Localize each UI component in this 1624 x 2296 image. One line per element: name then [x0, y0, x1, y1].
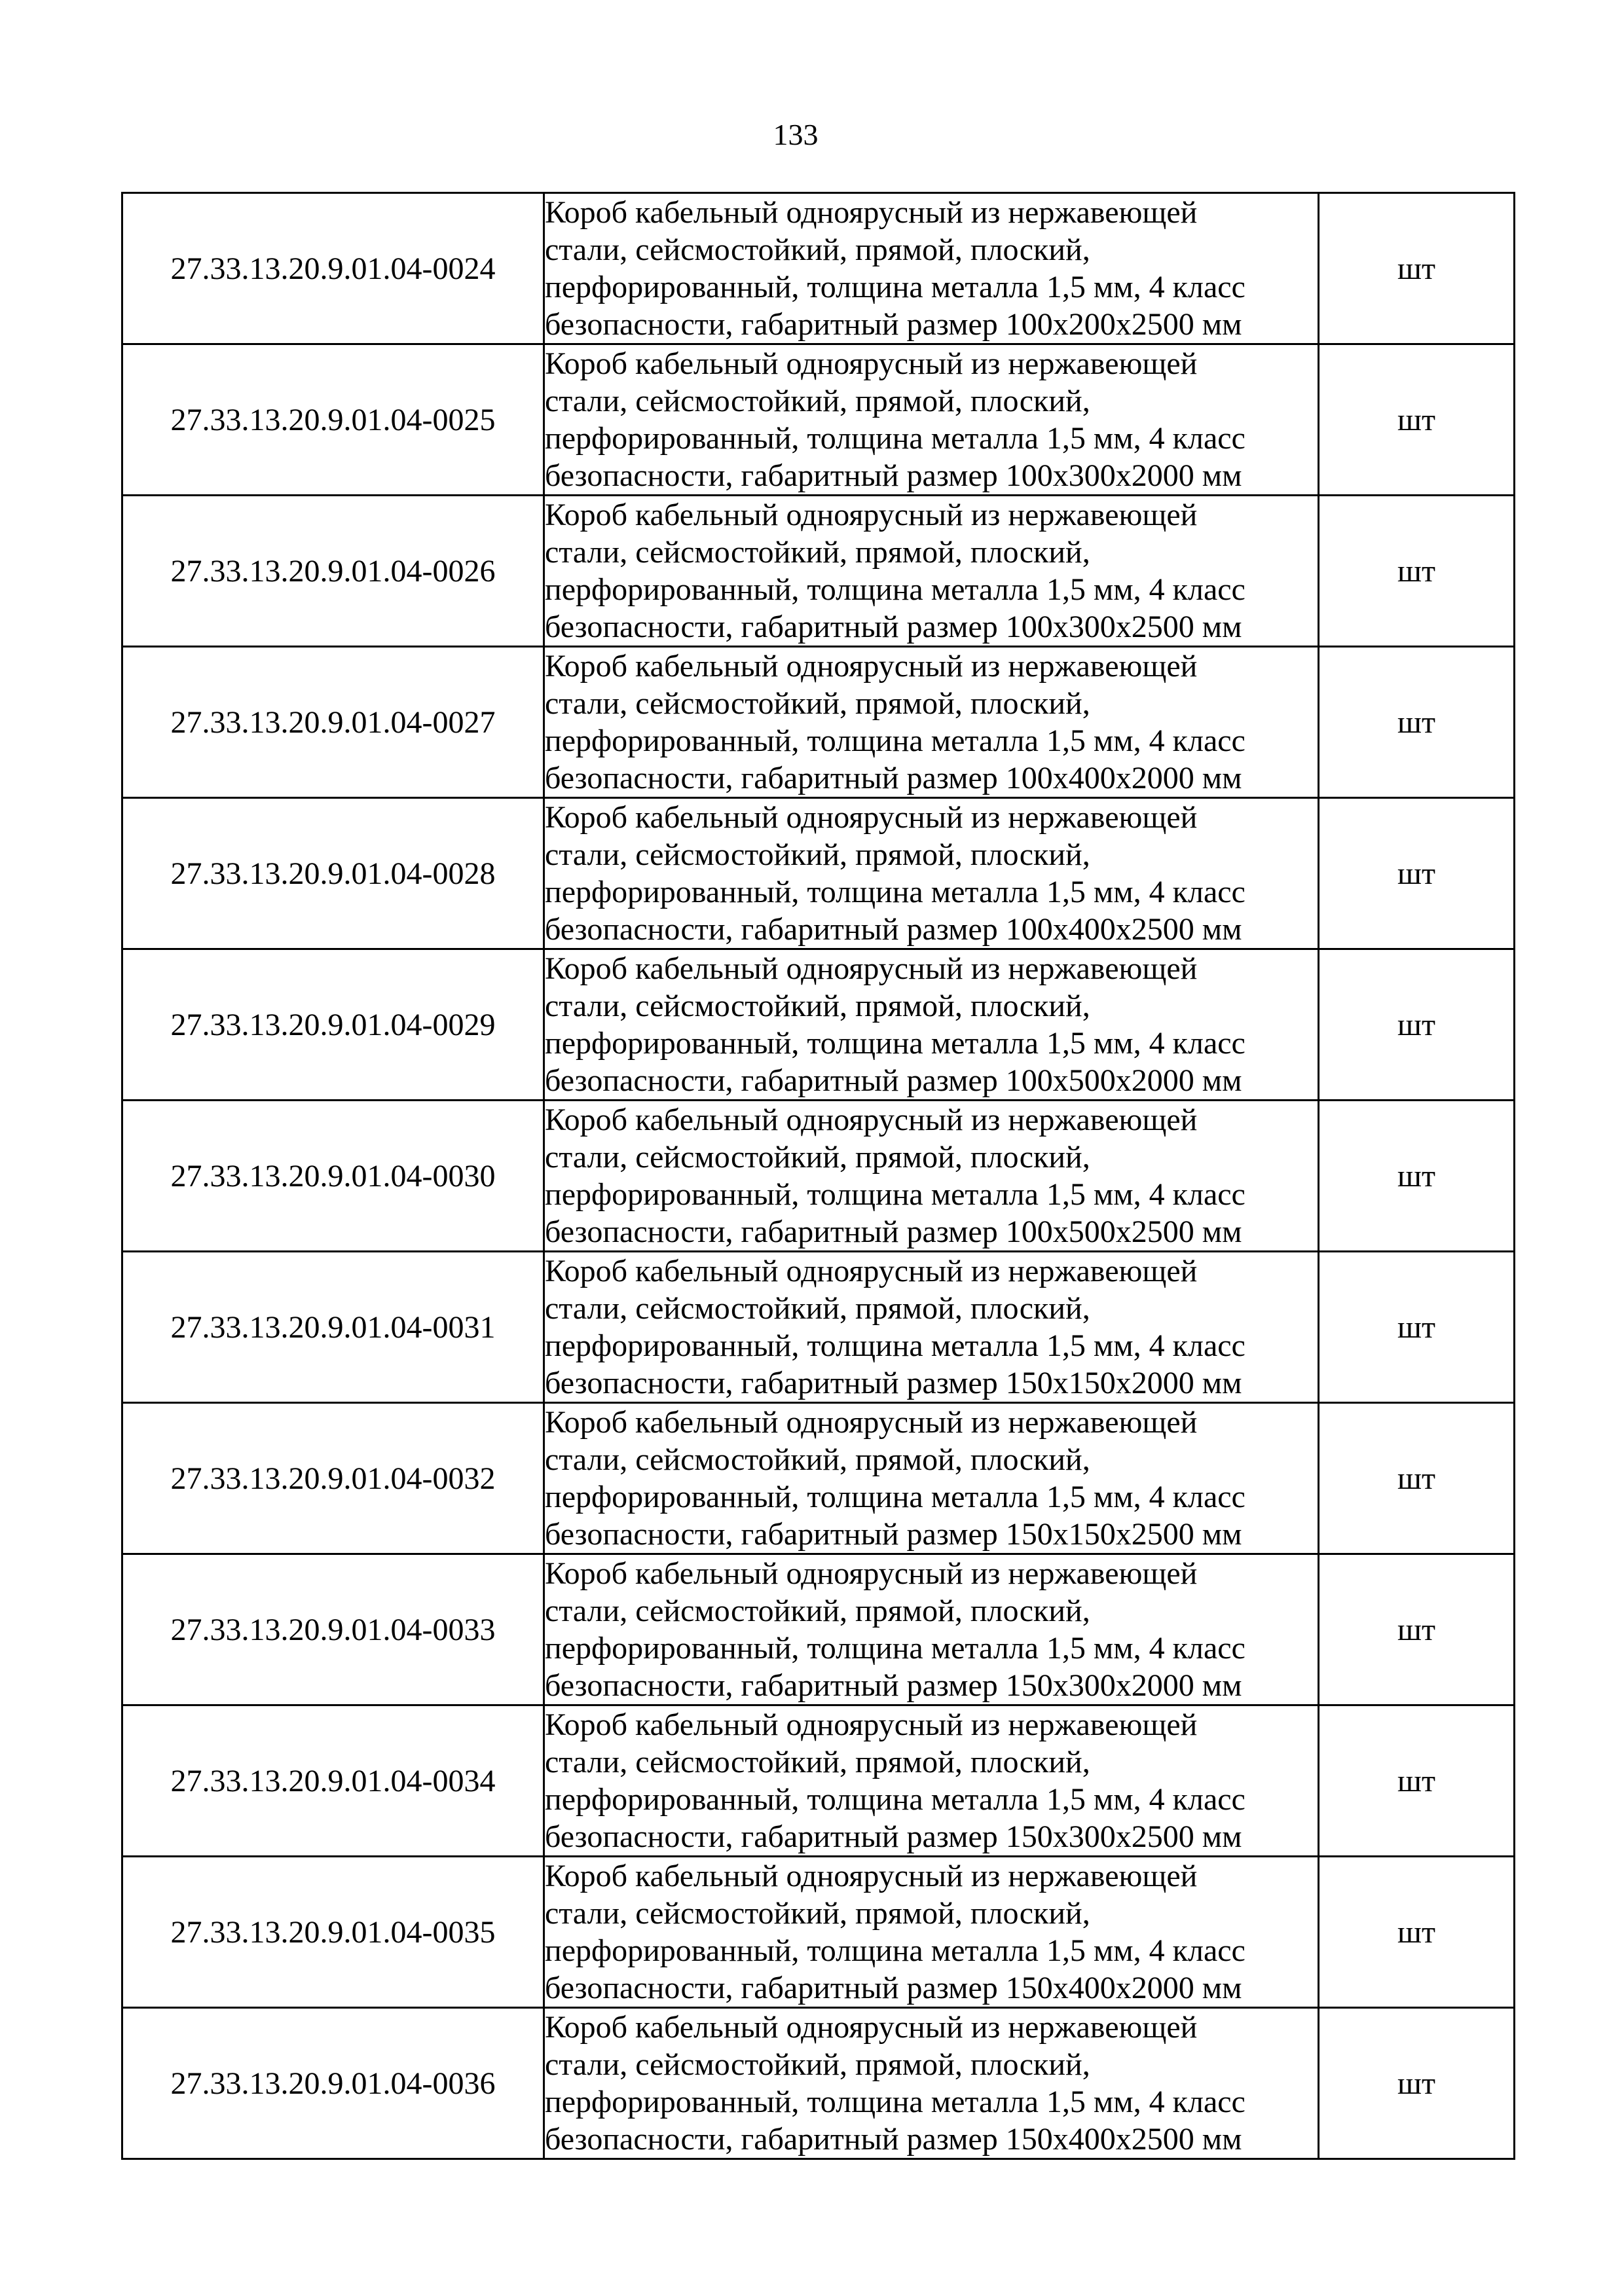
resource-code: 27.33.13.20.9.01.04-0031 — [122, 1252, 544, 1403]
description-line: Короб кабельный одноярусный из нержавеющей — [545, 1102, 1198, 1137]
resource-description — [544, 1252, 1319, 1403]
resource-description — [544, 1857, 1319, 2008]
description-line: перфорированный, толщина металла 1,5 мм, 4 класс — [545, 270, 1246, 304]
description-line: безопасности, габаритный размер 100x300x2000 мм — [545, 458, 1242, 493]
table-row — [122, 193, 1515, 344]
table-row — [122, 949, 1515, 1101]
description-line: перфорированный, толщина металла 1,5 мм, 4 класс — [545, 1480, 1246, 1514]
resource-code: 27.33.13.20.9.01.04-0024 — [122, 193, 544, 344]
description-line: безопасности, габаритный размер 100x400x2000 мм — [545, 761, 1242, 795]
description-line: Короб кабельный одноярусный из нержавеющей — [545, 649, 1198, 683]
description-line: Короб кабельный одноярусный из нержавеющей — [545, 195, 1198, 230]
table-row — [122, 1252, 1515, 1403]
description-line: безопасности, габаритный размер 100x200x2500 мм — [545, 307, 1242, 342]
description-line: перфорированный, толщина металла 1,5 мм, 4 класс — [545, 1177, 1246, 1212]
resource-unit: шт — [1319, 1554, 1515, 1705]
description-line: стали, сейсмостойкий, прямой, плоский, — [545, 535, 1090, 570]
description-line: Короб кабельный одноярусный из нержавеющей — [545, 2010, 1198, 2045]
resource-unit: шт — [1319, 798, 1515, 949]
description-line: безопасности, габаритный размер 100x500x2000 мм — [545, 1063, 1242, 1098]
resource-unit: шт — [1319, 193, 1515, 344]
description-line: безопасности, габаритный размер 150x150x2500 мм — [545, 1517, 1242, 1552]
resource-code: 27.33.13.20.9.01.04-0030 — [122, 1101, 544, 1252]
table-row — [122, 647, 1515, 798]
resource-code: 27.33.13.20.9.01.04-0028 — [122, 798, 544, 949]
description-line: Короб кабельный одноярусный из нержавеющей — [545, 1707, 1198, 1742]
description-line: Короб кабельный одноярусный из нержавеющей — [545, 800, 1198, 835]
resource-unit: шт — [1319, 647, 1515, 798]
resource-description — [544, 1403, 1319, 1554]
description-line: безопасности, габаритный размер 100x400x2500 мм — [545, 912, 1242, 947]
resource-description — [544, 1554, 1319, 1705]
description-line: перфорированный, толщина металла 1,5 мм, 4 класс — [545, 421, 1246, 456]
description-line: безопасности, габаритный размер 100x500x2500 мм — [545, 1214, 1242, 1249]
description-line: Короб кабельный одноярусный из нержавеющей — [545, 498, 1198, 532]
resource-unit: шт — [1319, 2008, 1515, 2159]
resource-table-body — [122, 193, 1515, 2159]
description-line: безопасности, габаритный размер 150x150x2000 мм — [545, 1366, 1242, 1400]
table-row — [122, 1857, 1515, 2008]
table-row — [122, 496, 1515, 647]
description-line: стали, сейсмостойкий, прямой, плоский, — [545, 232, 1090, 267]
resource-description — [544, 496, 1319, 647]
description-line: перфорированный, толщина металла 1,5 мм, 4 класс — [545, 1782, 1246, 1817]
description-line: стали, сейсмостойкий, прямой, плоский, — [545, 384, 1090, 418]
resource-unit: шт — [1319, 344, 1515, 496]
description-line: стали, сейсмостойкий, прямой, плоский, — [545, 1140, 1090, 1175]
resource-code: 27.33.13.20.9.01.04-0026 — [122, 496, 544, 647]
resource-code: 27.33.13.20.9.01.04-0027 — [122, 647, 544, 798]
resource-code: 27.33.13.20.9.01.04-0035 — [122, 1857, 544, 2008]
resource-description — [544, 1101, 1319, 1252]
description-line: перфорированный, толщина металла 1,5 мм, 4 класс — [545, 723, 1246, 758]
resource-table — [121, 192, 1515, 2160]
description-line: стали, сейсмостойкий, прямой, плоский, — [545, 1291, 1090, 1326]
description-line: стали, сейсмостойкий, прямой, плоский, — [545, 837, 1090, 872]
description-line: стали, сейсмостойкий, прямой, плоский, — [545, 2047, 1090, 2082]
description-line: стали, сейсмостойкий, прямой, плоский, — [545, 1594, 1090, 1628]
resource-code: 27.33.13.20.9.01.04-0034 — [122, 1705, 544, 1857]
description-line: Короб кабельный одноярусный из нержавеющей — [545, 1556, 1198, 1591]
description-line: перфорированный, толщина металла 1,5 мм, 4 класс — [545, 1631, 1246, 1666]
description-line: безопасности, габаритный размер 150x400x2500 мм — [545, 2122, 1242, 2157]
description-line: Короб кабельный одноярусный из нержавеющей — [545, 1859, 1198, 1893]
resource-description — [544, 949, 1319, 1101]
resource-code: 27.33.13.20.9.01.04-0029 — [122, 949, 544, 1101]
page-number: 133 — [773, 118, 819, 151]
description-line: перфорированный, толщина металла 1,5 мм, 4 класс — [545, 2085, 1246, 2119]
description-line: перфорированный, толщина металла 1,5 мм, 4 класс — [545, 1933, 1246, 1968]
resource-code: 27.33.13.20.9.01.04-0025 — [122, 344, 544, 496]
description-line: Короб кабельный одноярусный из нержавеющей — [545, 1405, 1198, 1440]
table-row — [122, 1101, 1515, 1252]
description-line: Короб кабельный одноярусный из нержавеющей — [545, 1254, 1198, 1288]
description-line: стали, сейсмостойкий, прямой, плоский, — [545, 1442, 1090, 1477]
description-line: перфорированный, толщина металла 1,5 мм, 4 класс — [545, 875, 1246, 909]
table-row — [122, 1403, 1515, 1554]
resource-unit: шт — [1319, 1101, 1515, 1252]
resource-code: 27.33.13.20.9.01.04-0036 — [122, 2008, 544, 2159]
table-row — [122, 1554, 1515, 1705]
description-line: перфорированный, толщина металла 1,5 мм, 4 класс — [545, 1328, 1246, 1363]
description-line: Короб кабельный одноярусный из нержавеющей — [545, 346, 1198, 381]
description-line: безопасности, габаритный размер 100x300x2500 мм — [545, 610, 1242, 644]
description-line: перфорированный, толщина металла 1,5 мм, 4 класс — [545, 1026, 1246, 1061]
resource-unit: шт — [1319, 1857, 1515, 2008]
resource-description — [544, 344, 1319, 496]
resource-code: 27.33.13.20.9.01.04-0033 — [122, 1554, 544, 1705]
resource-description — [544, 2008, 1319, 2159]
description-line: Короб кабельный одноярусный из нержавеющей — [545, 951, 1198, 986]
resource-description — [544, 193, 1319, 344]
table-row — [122, 1705, 1515, 1857]
table-row — [122, 344, 1515, 496]
description-line: стали, сейсмостойкий, прямой, плоский, — [545, 1896, 1090, 1931]
table-row — [122, 2008, 1515, 2159]
resource-description — [544, 798, 1319, 949]
resource-description — [544, 647, 1319, 798]
resource-description — [544, 1705, 1319, 1857]
description-line: безопасности, габаритный размер 150x300x2500 мм — [545, 1819, 1242, 1854]
resource-unit: шт — [1319, 1403, 1515, 1554]
description-line: стали, сейсмостойкий, прямой, плоский, — [545, 686, 1090, 721]
description-line: безопасности, габаритный размер 150x400x2000 мм — [545, 1971, 1242, 2005]
resource-unit: шт — [1319, 1252, 1515, 1403]
resource-code: 27.33.13.20.9.01.04-0032 — [122, 1403, 544, 1554]
resource-unit: шт — [1319, 496, 1515, 647]
resource-unit: шт — [1319, 1705, 1515, 1857]
description-line: стали, сейсмостойкий, прямой, плоский, — [545, 989, 1090, 1023]
table-row — [122, 798, 1515, 949]
description-line: безопасности, габаритный размер 150x300x2000 мм — [545, 1668, 1242, 1703]
description-line: перфорированный, толщина металла 1,5 мм, 4 класс — [545, 572, 1246, 607]
description-line: стали, сейсмостойкий, прямой, плоский, — [545, 1745, 1090, 1779]
resource-unit: шт — [1319, 949, 1515, 1101]
